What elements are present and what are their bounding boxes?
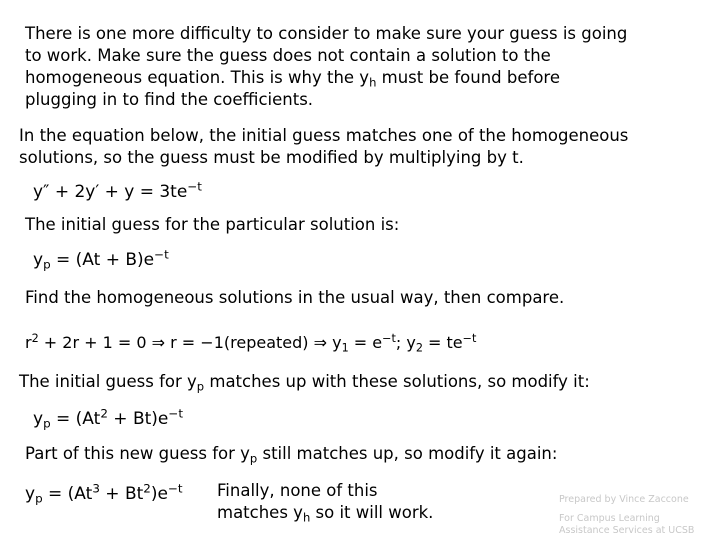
final-note-line-2: matches $y_h$ so it will work. [217,503,434,525]
modified-guess-equation: $y_p = (At^2 + Bt)e^{-t}$ [33,406,184,431]
credit-line-1: Prepared by Vince Zaccone [559,494,689,505]
homogeneous-solution-equation: $r^2 + 2r + 1 = 0$ ⇒ r = −1(repeated) ⇒ $y_1 = e^{-t}$; $y_2 = te^{-t}$ [25,331,477,355]
credit-line-3: Assistance Services at UCSB [559,525,695,536]
initial-guess-label: The initial guess for the particular solution is: [25,215,400,234]
final-note-line-1: Finally, none of this [217,481,378,500]
intro-line-2: to work. Make sure the guess does not contain a solution to the [25,46,551,65]
intro-line-4: plugging in to find the coefficients. [25,90,314,109]
explanation-line-1: In the equation below, the initial guess matches one of the homogeneous [19,126,629,145]
homogeneous-label: Find the homogeneous solutions in the usual way, then compare. [25,288,565,307]
initial-guess-equation: $y_p = (At + B)e^{-t}$ [33,247,169,272]
differential-equation: $y'' + 2y' + y = 3te^{-t}$ [33,179,202,202]
match-label: The initial guess for $y_p$ matches up with these solutions, so modify it: [19,372,590,394]
intro-line-3: homogeneous equation. This is why the $y_h$ must be found before [25,68,561,90]
match-again-label: Part of this new guess for $y_p$ still matches up, so modify it again: [25,444,558,466]
intro-line-1: There is one more difficulty to consider to make sure your guess is going [25,24,628,43]
final-guess-equation: $y_p = (At^3 + Bt^2)e^{-t}$ [25,481,183,506]
explanation-line-2: solutions, so the guess must be modified by multiplying by t. [19,148,524,167]
credit-line-2: For Campus Learning [559,513,660,524]
